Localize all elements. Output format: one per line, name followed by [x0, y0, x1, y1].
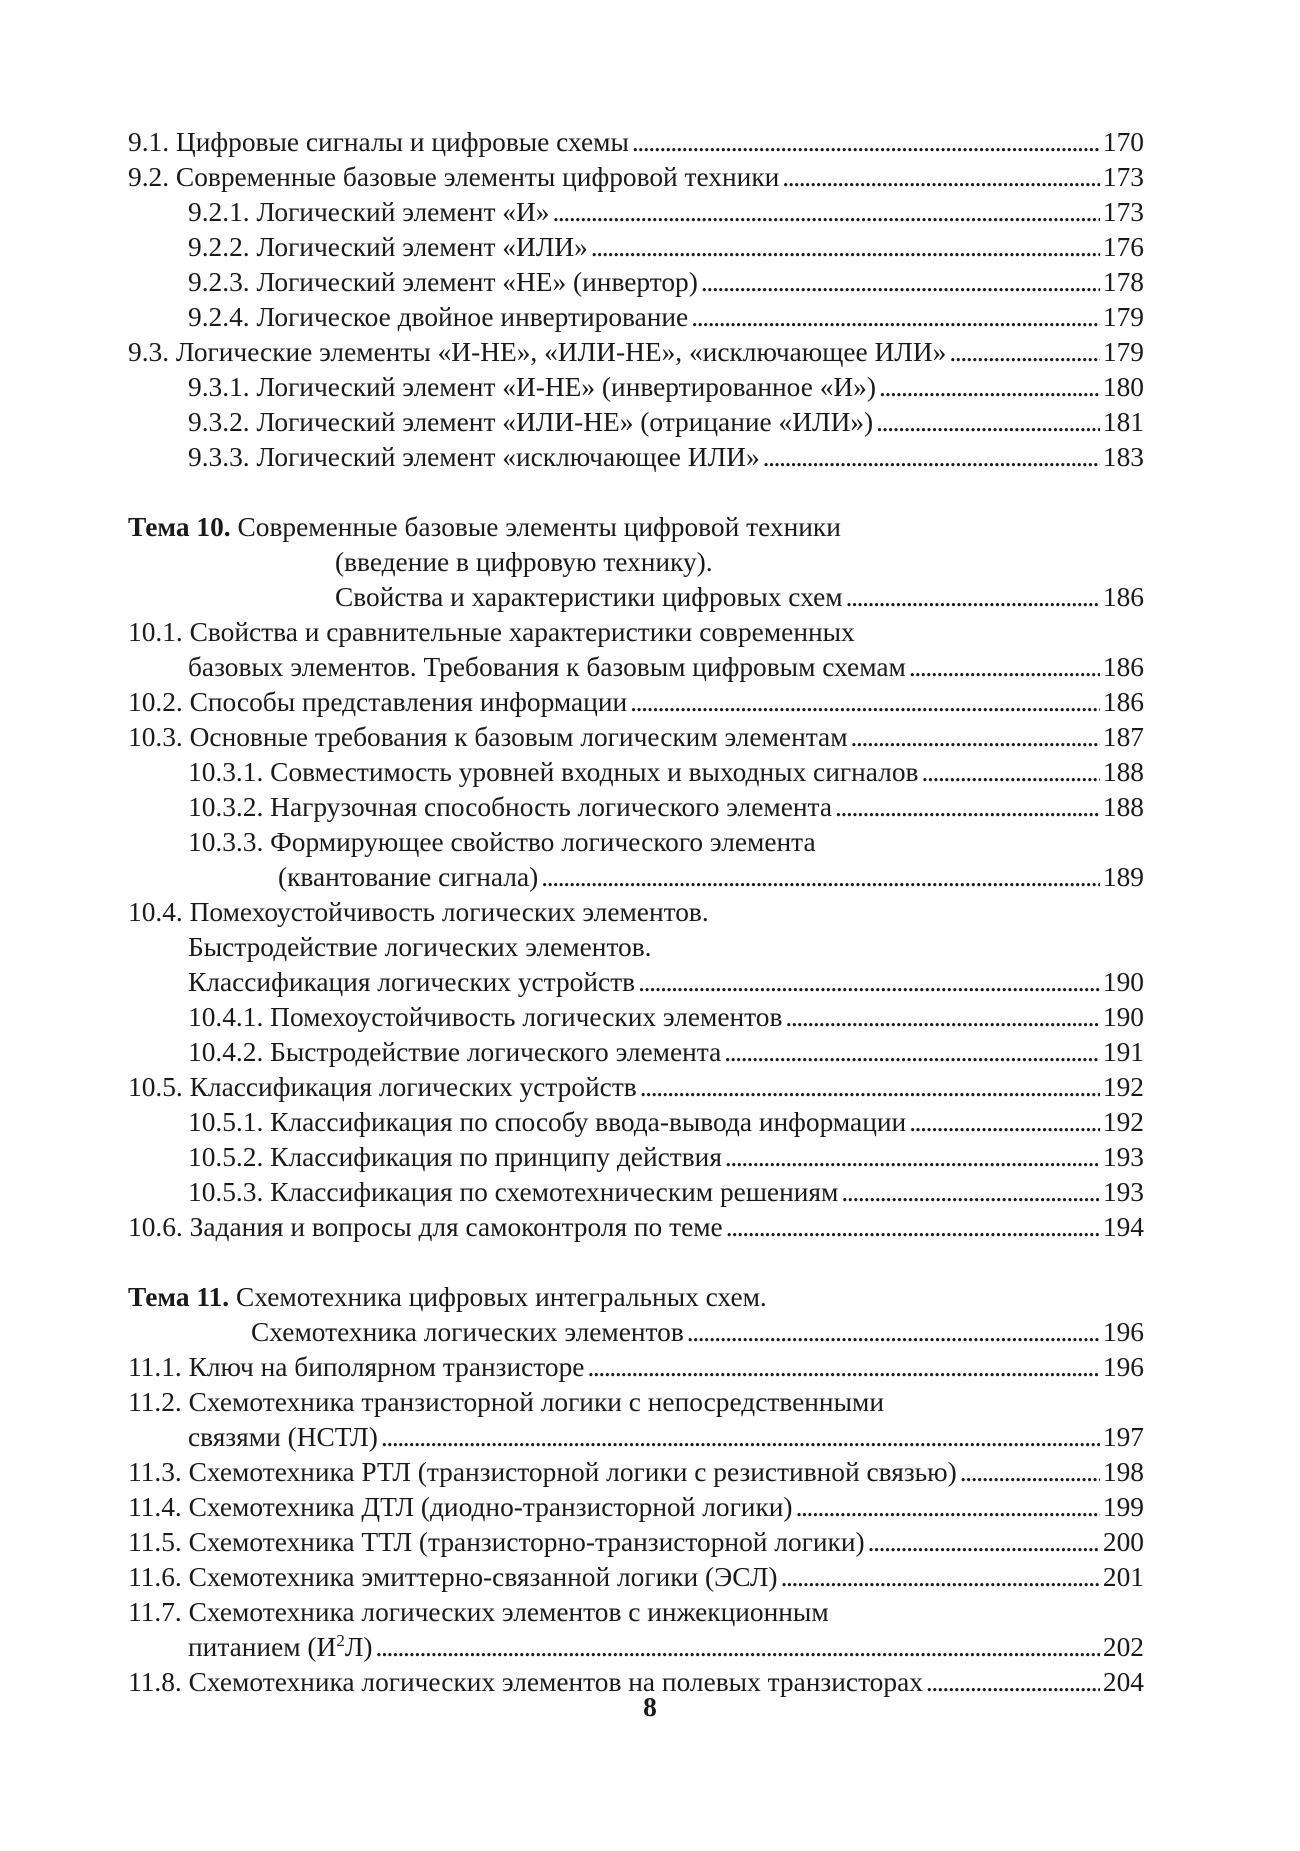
page-ref: 186: [1102, 652, 1144, 682]
leader-dots: [726, 1210, 1100, 1245]
toc-entry-9-3-1: 9.3.1. Логический элемент «И-НЕ» (инвертированное «И») . . . 180: [128, 370, 1144, 405]
leader-dots: [381, 1420, 1100, 1455]
leader-dots: [552, 195, 1099, 230]
toc-entry-11-6: 11.6. Схемотехника эмиттерно-связанной логики (ЭСЛ) . . . 201: [128, 1560, 1144, 1595]
toc-entry-10-4-line2: Быстродействие логических элементов.: [188, 932, 652, 962]
leader-dots: [841, 1175, 1100, 1210]
page-ref: 179: [1102, 302, 1144, 332]
page-ref: 193: [1102, 1177, 1144, 1207]
page-ref: 191: [1102, 1037, 1144, 1067]
leader-dots: [632, 125, 1100, 160]
page-ref: 181: [1102, 407, 1144, 437]
page-ref: 190: [1102, 1002, 1144, 1032]
toc-entry-10-2: 10.2. Способы представления информации . . . 186: [128, 685, 1144, 720]
leader-dots: [960, 1455, 1100, 1490]
toc-entry-9-2-1: 9.2.1. Логический элемент «И» . . . 173: [128, 195, 1144, 230]
toc-entry-11-4: 11.4. Схемотехника ДТЛ (диодно-транзисторной логики) . . . 199: [128, 1490, 1144, 1525]
toc-entry-10-4-2: 10.4.2. Быстродействие логического элемента . . . 191: [128, 1035, 1144, 1070]
toc-entry-10-5: 10.5. Классификация логических устройств . . . 192: [128, 1070, 1144, 1105]
toc-entry-11-8: 11.8. Схемотехника логических элементов на полевых транзисторах . . . 204: [128, 1665, 1144, 1700]
leader-dots: [876, 405, 1100, 440]
toc-entry-10-5-1: 10.5.1. Классификация по способу ввода-вывода информации . . . 192: [128, 1105, 1144, 1140]
leader-dots: [630, 685, 1100, 720]
page-ref: 188: [1102, 757, 1144, 787]
leader-dots: [909, 1105, 1100, 1140]
toc-entry-11-2-cont: связями (НСТЛ) . . . 197: [128, 1420, 1144, 1455]
toc-entry-9-2-3: 9.2.3. Логический элемент «НЕ» (инвертор) . . . 178: [128, 265, 1144, 300]
page-ref: 197: [1102, 1422, 1144, 1452]
toc-entry-9-2-2: 9.2.2. Логический элемент «ИЛИ» . . . 176: [128, 230, 1144, 265]
page-ref: 196: [1102, 1317, 1144, 1347]
page-ref: 193: [1102, 1142, 1144, 1172]
toc-entry-11-5: 11.5. Схемотехника ТТЛ (транзисторно-транзисторной логики) . . . 200: [128, 1525, 1144, 1560]
toc-topic-11-heading: Тема 11. Схемотехника цифровых интегральных схем.: [128, 1282, 767, 1312]
page-ref: 189: [1102, 862, 1144, 892]
toc-entry-10-1: 10.1. Свойства и сравнительные характеристики современных: [128, 617, 855, 647]
page-ref: 192: [1102, 1072, 1144, 1102]
leader-dots: [851, 720, 1100, 755]
toc-entry-11-1: 11.1. Ключ на биполярном транзисторе . . . 196: [128, 1350, 1144, 1385]
leader-dots: [541, 860, 1100, 895]
page-ref: 204: [1102, 1667, 1144, 1697]
toc-entry-10-1-cont: базовых элементов. Требования к базовым цифровым схемам . . . 186: [128, 650, 1144, 685]
spacer: [128, 1245, 1144, 1280]
table-of-contents: [128, 125, 1144, 1700]
page-ref: 173: [1102, 197, 1144, 227]
leader-dots: [591, 230, 1100, 265]
toc-topic-11-line2: Схемотехника логических элементов . . . 196: [128, 1315, 1144, 1350]
page-ref: 202: [1102, 1632, 1144, 1662]
page-ref: 201: [1102, 1562, 1144, 1592]
page-ref: 179: [1102, 337, 1144, 367]
toc-entry-10-4-1: 10.4.1. Помехоустойчивость логических элементов . . . 190: [128, 1000, 1144, 1035]
toc-entry-11-3: 11.3. Схемотехника РТЛ (транзисторной логики с резистивной связью) . . . 198: [128, 1455, 1144, 1490]
page-ref: 199: [1102, 1492, 1144, 1522]
toc-entry-9-3: 9.3. Логические элементы «И-НЕ», «ИЛИ-НЕ», «исключающее ИЛИ» . . . 179: [128, 335, 1144, 370]
leader-dots: [638, 965, 1100, 1000]
page-ref: 183: [1102, 442, 1144, 472]
page-ref: 170: [1102, 127, 1144, 157]
toc-entry-10-5-3: 10.5.3. Классификация по схемотехническим решениям . . . 193: [128, 1175, 1144, 1210]
page-ref: 194: [1102, 1212, 1144, 1242]
leader-dots: [785, 1000, 1099, 1035]
page-ref: 173: [1102, 162, 1144, 192]
toc-entry-10-4-line3: Классификация логических устройств . . . 190: [128, 965, 1144, 1000]
leader-dots: [725, 1140, 1100, 1175]
leader-dots: [835, 790, 1100, 825]
topic-label: Тема 11.: [128, 1282, 230, 1312]
toc-entry-10-6: 10.6. Задания и вопросы для самоконтроля по теме . . . 194: [128, 1210, 1144, 1245]
toc-entry-11-7-cont: питанием $(И^2Л)$ . . . 202: [128, 1630, 1144, 1665]
leader-dots: [879, 370, 1100, 405]
leader-dots: [846, 580, 1100, 615]
page-number: 8: [643, 1692, 657, 1722]
toc-entry-9-3-3: 9.3.3. Логический элемент «исключающее ИЛИ» . . . 183: [128, 440, 1144, 475]
toc-entry-10-4: 10.4. Помехоустойчивость логических элементов.: [128, 897, 709, 927]
leader-dots: [687, 1315, 1100, 1350]
page-ref: 188: [1102, 792, 1144, 822]
leader-dots: [921, 755, 1099, 790]
leader-dots: [376, 1630, 1100, 1665]
page-ref: 196: [1102, 1352, 1144, 1382]
page-ref: 198: [1102, 1457, 1144, 1487]
toc-entry-10-3-3: 10.3.3. Формирующее свойство логического элемента: [188, 827, 816, 857]
page-ref: 200: [1102, 1527, 1144, 1557]
leader-dots: [781, 1560, 1100, 1595]
page-ref: 180: [1102, 372, 1144, 402]
toc-entry-9-2: 9.2. Современные базовые элементы цифровой техники . . . 173: [128, 160, 1144, 195]
toc-entry-10-3-1: 10.3.1. Совместимость уровней входных и выходных сигналов . . . 188: [128, 755, 1144, 790]
leader-dots: [949, 335, 1100, 370]
leader-dots: [782, 160, 1100, 195]
leader-dots: [587, 1350, 1099, 1385]
topic-label: Тема 10.: [128, 512, 231, 542]
page-ref: 176: [1102, 232, 1144, 262]
toc-topic-10-heading: Тема 10. Современные базовые элементы цифровой техники: [128, 512, 841, 542]
spacer: [128, 475, 1144, 510]
toc-entry-10-5-2: 10.5.2. Классификация по принципу действия . . . 193: [128, 1140, 1144, 1175]
leader-dots: [909, 650, 1100, 685]
toc-entry-11-7: 11.7. Схемотехника логических элементов с инжекционным: [128, 1597, 829, 1627]
leader-dots: [796, 1490, 1100, 1525]
toc-entry-10-3-3-cont: (квантование сигнала) . . . 189: [128, 860, 1144, 895]
toc-topic-10-line3: Свойства и характеристики цифровых схем . . . 186: [128, 580, 1144, 615]
toc-entry-10-3-2: 10.3.2. Нагрузочная способность логического элемента . . . 188: [128, 790, 1144, 825]
toc-entry-9-1: 9.1. Цифровые сигналы и цифровые схемы . . . 170: [128, 125, 1144, 160]
leader-dots: [691, 300, 1100, 335]
page-ref: 190: [1102, 967, 1144, 997]
page-ref: 186: [1102, 687, 1144, 717]
page-ref: 187: [1102, 722, 1144, 752]
toc-entry-11-2: 11.2. Схемотехника транзисторной логики с непосредственными: [128, 1387, 884, 1417]
leader-dots: [868, 1525, 1100, 1560]
toc-topic-10-line2: (введение в цифровую технику).: [335, 547, 713, 577]
page-ref: 178: [1102, 267, 1144, 297]
leader-dots: [724, 1035, 1100, 1070]
page-ref: 186: [1102, 582, 1144, 612]
toc-entry-10-3: 10.3. Основные требования к базовым логическим элементам . . . 187: [128, 720, 1144, 755]
toc-entry-9-2-4: 9.2.4. Логическое двойное инвертирование . . . 179: [128, 300, 1144, 335]
leader-dots: [701, 265, 1100, 300]
leader-dots: [763, 440, 1100, 475]
toc-entry-9-3-2: 9.3.2. Логический элемент «ИЛИ-НЕ» (отрицание «ИЛИ») . . . 181: [128, 405, 1144, 440]
page-ref: 192: [1102, 1107, 1144, 1137]
leader-dots: [640, 1070, 1100, 1105]
